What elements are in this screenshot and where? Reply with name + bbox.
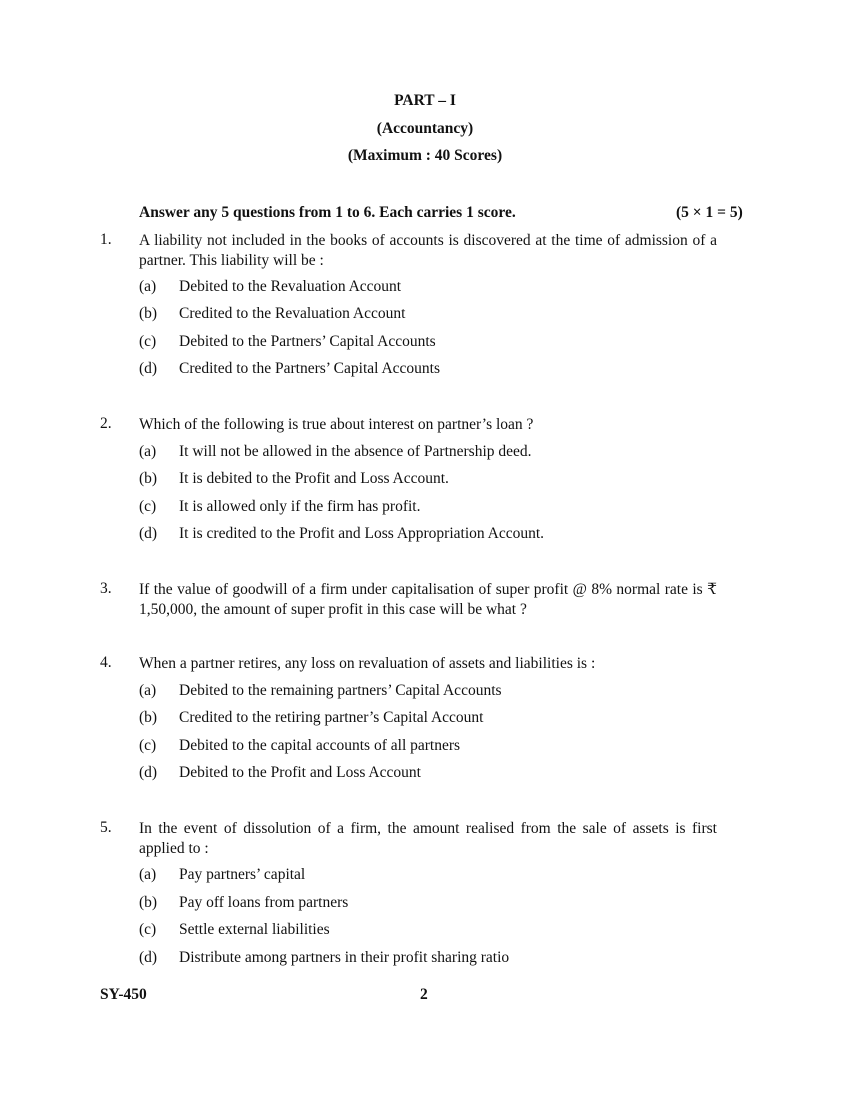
paper-code: SY-450 (100, 986, 147, 1003)
option-label: (a) (139, 682, 157, 699)
option-label: (a) (139, 866, 157, 883)
question-text: In the event of dissolution of a firm, the amount realised from the sale of assets is first applied to : (139, 820, 717, 857)
option-text: Settle external liabilities (179, 921, 330, 938)
question-number: 3. (100, 580, 112, 597)
option-label: (c) (139, 737, 157, 754)
question-text: If the value of goodwill of a firm under capitalisation of super profit @ 8% normal rate is ₹ 1,50,000, the amount of super profit in this case will be what ? (139, 581, 717, 618)
instruction-text: Answer any 5 questions from 1 to 6. Each carries 1 score. (139, 204, 516, 221)
option-text: Credited to the Revaluation Account (179, 305, 406, 322)
option-text: Debited to the Profit and Loss Account (179, 764, 421, 781)
option-label: (c) (139, 333, 157, 350)
part-title: PART – I (394, 92, 456, 109)
option-label: (c) (139, 921, 157, 938)
option-label: (b) (139, 894, 158, 911)
option-label: (d) (139, 525, 158, 542)
question-number: 1. (100, 231, 112, 248)
option-text: Debited to the Partners’ Capital Accounts (179, 333, 436, 350)
question-text: When a partner retires, any loss on revaluation of assets and liabilities is : (139, 655, 596, 672)
instruction-marks: (5 × 1 = 5) (676, 204, 743, 221)
question-number: 2. (100, 415, 112, 432)
option-label: (b) (139, 305, 158, 322)
option-label: (b) (139, 709, 158, 726)
question-text: A liability not included in the books of accounts is discovered at the time of admission of a partner. This liability will be : (139, 232, 717, 269)
option-text: Credited to the retiring partner’s Capital Account (179, 709, 484, 726)
option-label: (a) (139, 443, 157, 460)
option-text: Debited to the Revaluation Account (179, 278, 402, 295)
option-text: Distribute among partners in their profit sharing ratio (179, 949, 510, 966)
option-text: Pay off loans from partners (179, 894, 349, 911)
subject-title: (Accountancy) (376, 120, 474, 137)
option-text: It is allowed only if the firm has profit. (179, 498, 421, 515)
option-text: Debited to the capital accounts of all partners (179, 737, 461, 754)
option-label: (d) (139, 764, 158, 781)
option-text: It is credited to the Profit and Loss Appropriation Account. (179, 525, 545, 542)
question-text: Which of the following is true about interest on partner’s loan ? (139, 416, 534, 433)
question-number: 4. (100, 654, 112, 671)
option-text: Pay partners’ capital (179, 866, 306, 883)
max-scores: (Maximum : 40 Scores) (347, 147, 503, 164)
option-text: It will not be allowed in the absence of Partnership deed. (179, 443, 532, 460)
page-number: 2 (420, 986, 428, 1003)
option-text: Debited to the remaining partners’ Capital Accounts (179, 682, 502, 699)
option-label: (d) (139, 949, 158, 966)
option-label: (d) (139, 360, 158, 377)
option-text: Credited to the Partners’ Capital Accounts (179, 360, 440, 377)
option-label: (b) (139, 470, 158, 487)
option-text: It is debited to the Profit and Loss Account. (179, 470, 449, 487)
option-label: (a) (139, 278, 157, 295)
option-label: (c) (139, 498, 157, 515)
question-number: 5. (100, 819, 112, 836)
